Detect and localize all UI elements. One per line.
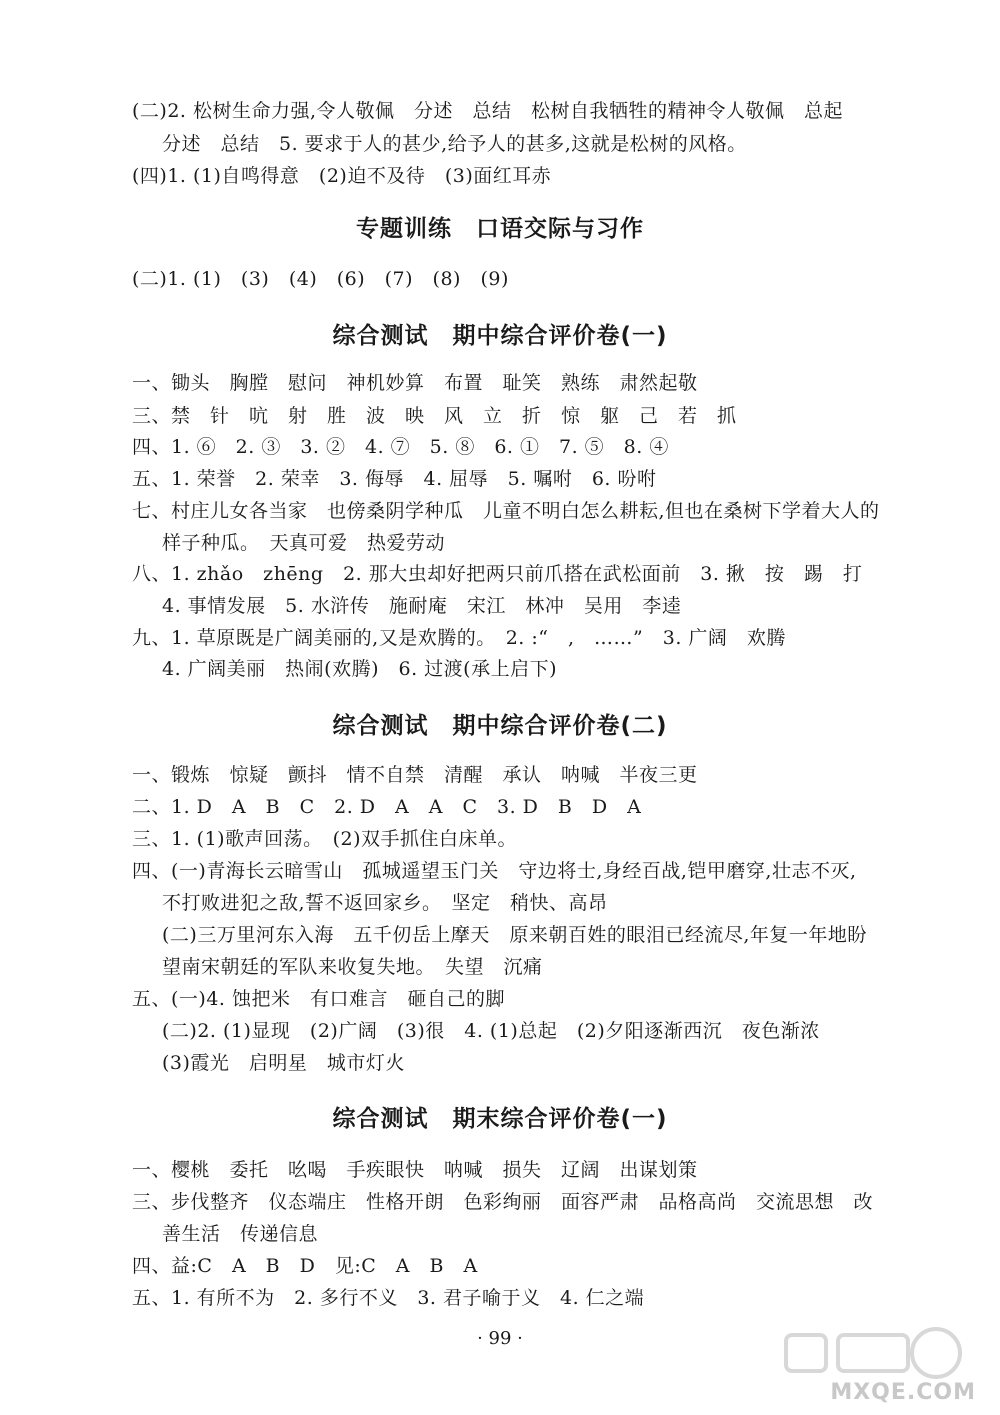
section-title: 综合测试 期末综合评价卷(一) xyxy=(332,1106,668,1132)
text-line: (四)1. (1)自鸣得意 (2)迫不及待 (3)面红耳赤 xyxy=(132,165,552,187)
text-line: 五、1. 荣誉 2. 荣幸 3. 侮辱 4. 屈辱 5. 嘱咐 6. 吩咐 xyxy=(132,468,657,490)
text-line: 九、1. 草原既是广阔美丽的,又是欢腾的。 2. :“ , ……” 3. 广阔 欢腾 xyxy=(132,627,786,649)
page-number: · 99 · xyxy=(477,1328,523,1349)
text-line: (二)2. (1)显现 (2)广阔 (3)很 4. (1)总起 (2)夕阳逐渐西沉 夜色渐浓 xyxy=(162,1020,820,1042)
watermark-logo xyxy=(776,1325,976,1405)
text-line: 望南宋朝廷的军队来收复失地。 失望 沉痛 xyxy=(162,956,543,978)
text-line: 七、村庄儿女各当家 也傍桑阴学种瓜 儿童不明白怎么耕耘,但也在桑树下学着大人的 xyxy=(132,500,880,522)
text-line: 一、樱桃 委托 吆喝 手疾眼快 呐喊 损失 辽阔 出谋划策 xyxy=(132,1159,698,1181)
text-line: (3)霞光 启明星 城市灯火 xyxy=(162,1052,405,1074)
text-line: 二、1. D A B C 2. D A A C 3. D B D A xyxy=(132,796,642,818)
text-line: 一、锻炼 惊疑 颤抖 情不自禁 清醒 承认 呐喊 半夜三更 xyxy=(132,764,698,786)
text-line: 三、禁 针 吭 射 胜 波 映 风 立 折 惊 躯 己 若 抓 xyxy=(132,405,737,427)
section-title: 专题训练 口语交际与习作 xyxy=(356,216,644,242)
text-line: 善生活 传递信息 xyxy=(162,1223,319,1245)
text-line: 四、1. ⑥ 2. ③ 3. ② 4. ⑦ 5. ⑧ 6. ① 7. ⑤ 8. ④ xyxy=(132,436,669,458)
text-line: 分述 总结 5. 要求于人的甚少,给予人的甚多,这就是松树的风格。 xyxy=(162,133,747,155)
text-line: 五、(一)4. 蚀把米 有口难言 砸自己的脚 xyxy=(132,988,505,1010)
text-line: 样子种瓜。 天真可爱 热爱劳动 xyxy=(162,532,446,554)
text-line: 四、益:C A B D 见:C A B A xyxy=(132,1255,478,1277)
text-line: 4. 广阔美丽 热闹(欢腾) 6. 过渡(承上启下) xyxy=(162,658,557,680)
text-line: (二)三万里河东入海 五千仞岳上摩天 原来朝百姓的眼泪已经流尽,年复一年地盼 xyxy=(162,924,867,946)
section-title: 综合测试 期中综合评价卷(一) xyxy=(332,323,668,349)
text-line: 八、1. zhǎo zhēng 2. 那大虫却好把两只前爪搭在武松面前 3. 揪 按 踢 打 xyxy=(132,563,863,585)
text-line: 一、锄头 胸膛 慰问 神机妙算 布置 耻笑 熟练 肃然起敬 xyxy=(132,372,698,394)
text-line: (二)1. (1) (3) (4) (6) (7) (8) (9) xyxy=(132,268,509,290)
text-line: 4. 事情发展 5. 水浒传 施耐庵 宋江 林冲 吴用 李逵 xyxy=(162,595,682,617)
text-line: (二)2. 松树生命力强,令人敬佩 分述 总结 松树自我牺牲的精神令人敬佩 总起 xyxy=(132,100,844,122)
section-title: 综合测试 期中综合评价卷(二) xyxy=(332,713,668,739)
watermark-icon xyxy=(776,1325,976,1385)
text-line: 不打败进犯之敌,誓不返回家乡。 坚定 稍快、高昂 xyxy=(162,892,608,914)
text-line: 五、1. 有所不为 2. 多行不义 3. 君子喻于义 4. 仁之端 xyxy=(132,1287,645,1309)
text-line: 四、(一)青海长云暗雪山 孤城遥望玉门关 守边将士,身经百战,铠甲磨穿,壮志不灭, xyxy=(132,860,857,882)
watermark-text: MXQE.COM xyxy=(830,1380,976,1405)
text-line: 三、1. (1)歌声回荡。 (2)双手抓住白床单。 xyxy=(132,828,517,850)
text-line: 三、步伐整齐 仪态端庄 性格开朗 色彩绚丽 面容严肃 品格高尚 交流思想 改 xyxy=(132,1191,874,1213)
